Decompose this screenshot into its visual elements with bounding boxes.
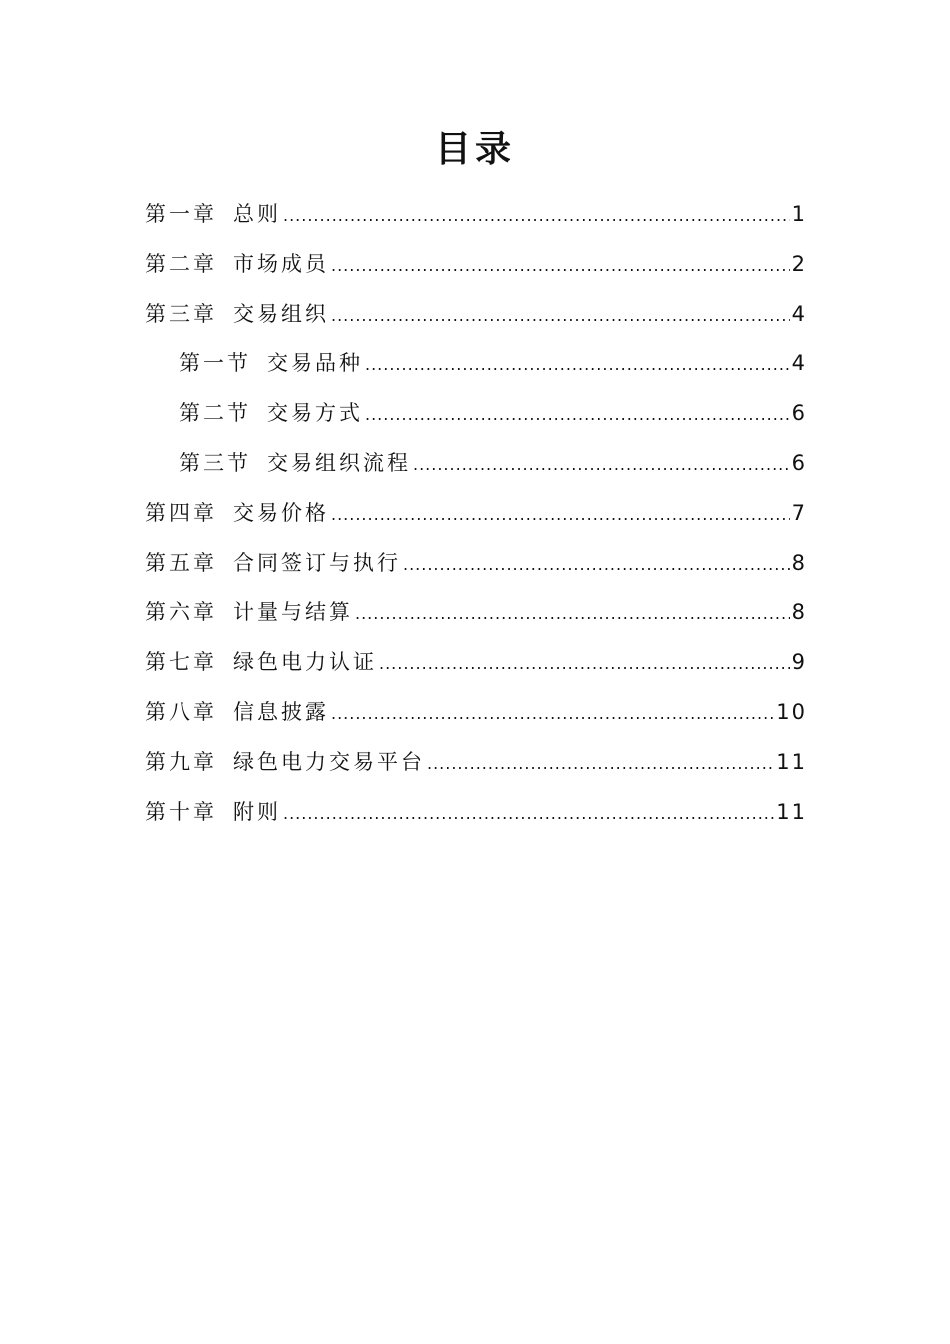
- toc-title: 目录: [434, 129, 515, 170]
- toc-entry-title: 计量与结算: [233, 600, 353, 625]
- toc-entry-page: 11: [776, 749, 807, 774]
- toc-entry-title: 市场成员: [233, 251, 329, 276]
- toc-entry-page: 8: [791, 600, 807, 625]
- dot-leader: [365, 347, 790, 383]
- toc-entry-number: 第六章: [145, 600, 217, 625]
- toc-entry-number: 第十章: [145, 799, 217, 824]
- toc-entry-page: 10: [776, 699, 807, 724]
- toc-entry-title: 交易品种: [267, 351, 363, 376]
- dot-leader: [283, 198, 790, 234]
- toc-entry-section-1[interactable]: [145, 345, 807, 395]
- toc-entry-page: 9: [791, 650, 807, 675]
- dot-leader: [331, 298, 790, 334]
- toc-entry-number: 第三章: [145, 301, 217, 326]
- toc-entry-title: 交易组织: [233, 301, 329, 326]
- toc-entry-page: 2: [791, 251, 807, 276]
- toc-entry-chapter-5[interactable]: [145, 545, 807, 595]
- toc-entry-title: 绿色电力认证: [233, 650, 377, 675]
- toc-entry-chapter-3[interactable]: [145, 296, 807, 346]
- toc-entry-chapter-1[interactable]: [145, 196, 807, 246]
- toc-entry-title: 交易价格: [233, 500, 329, 525]
- toc-entry-section-3[interactable]: [145, 445, 807, 495]
- toc-entry-number: 第五章: [145, 550, 217, 575]
- toc-entry-number: 第一节: [179, 351, 251, 376]
- dot-leader: [331, 248, 790, 284]
- toc-entry-page: 11: [776, 799, 807, 824]
- toc-entry-chapter-6[interactable]: [145, 594, 807, 644]
- toc-entry-chapter-7[interactable]: [145, 644, 807, 694]
- toc-entry-page: 1: [791, 202, 807, 226]
- toc-entry-title: 交易组织流程: [267, 450, 411, 475]
- toc-entry-chapter-2[interactable]: [145, 246, 807, 296]
- dot-leader: [413, 447, 790, 483]
- toc-entry-page: 4: [791, 301, 807, 326]
- toc-entry-number: 第四章: [145, 500, 217, 525]
- toc-entry-number: 第八章: [145, 699, 217, 724]
- table-of-contents: [145, 196, 807, 843]
- dot-leader: [365, 397, 790, 433]
- toc-entry-chapter-4[interactable]: [145, 495, 807, 545]
- toc-entry-number: 第三节: [179, 450, 251, 475]
- toc-entry-page: 6: [791, 450, 807, 475]
- toc-entry-number: 第二章: [145, 251, 217, 276]
- dot-leader: [427, 746, 774, 782]
- toc-entry-section-2[interactable]: [145, 395, 807, 445]
- toc-entry-title: 附则: [233, 799, 281, 824]
- toc-entry-title: 交易方式: [267, 401, 363, 426]
- dot-leader: [283, 796, 774, 832]
- toc-entry-page: 6: [791, 401, 807, 426]
- dot-leader: [331, 497, 790, 533]
- toc-entry-number: 第九章: [145, 749, 217, 774]
- toc-entry-title: 信息披露: [233, 699, 329, 724]
- toc-entry-chapter-8[interactable]: [145, 694, 807, 744]
- toc-entry-chapter-9[interactable]: [145, 744, 807, 794]
- toc-entry-page: 8: [791, 550, 807, 575]
- toc-entry-number: 第二节: [179, 401, 251, 426]
- toc-entry-page: 4: [791, 351, 807, 376]
- dot-leader: [379, 646, 790, 682]
- toc-entry-title: 绿色电力交易平台: [233, 749, 425, 774]
- toc-entry-title: 合同签订与执行: [233, 550, 401, 575]
- toc-entry-chapter-10[interactable]: [145, 794, 807, 844]
- toc-entry-page: 7: [791, 500, 807, 525]
- toc-entry-title: 总则: [233, 202, 281, 226]
- toc-entry-number: 第七章: [145, 650, 217, 675]
- dot-leader: [355, 596, 790, 632]
- dot-leader: [331, 696, 774, 732]
- toc-entry-number: 第一章: [145, 202, 217, 226]
- dot-leader: [403, 547, 790, 583]
